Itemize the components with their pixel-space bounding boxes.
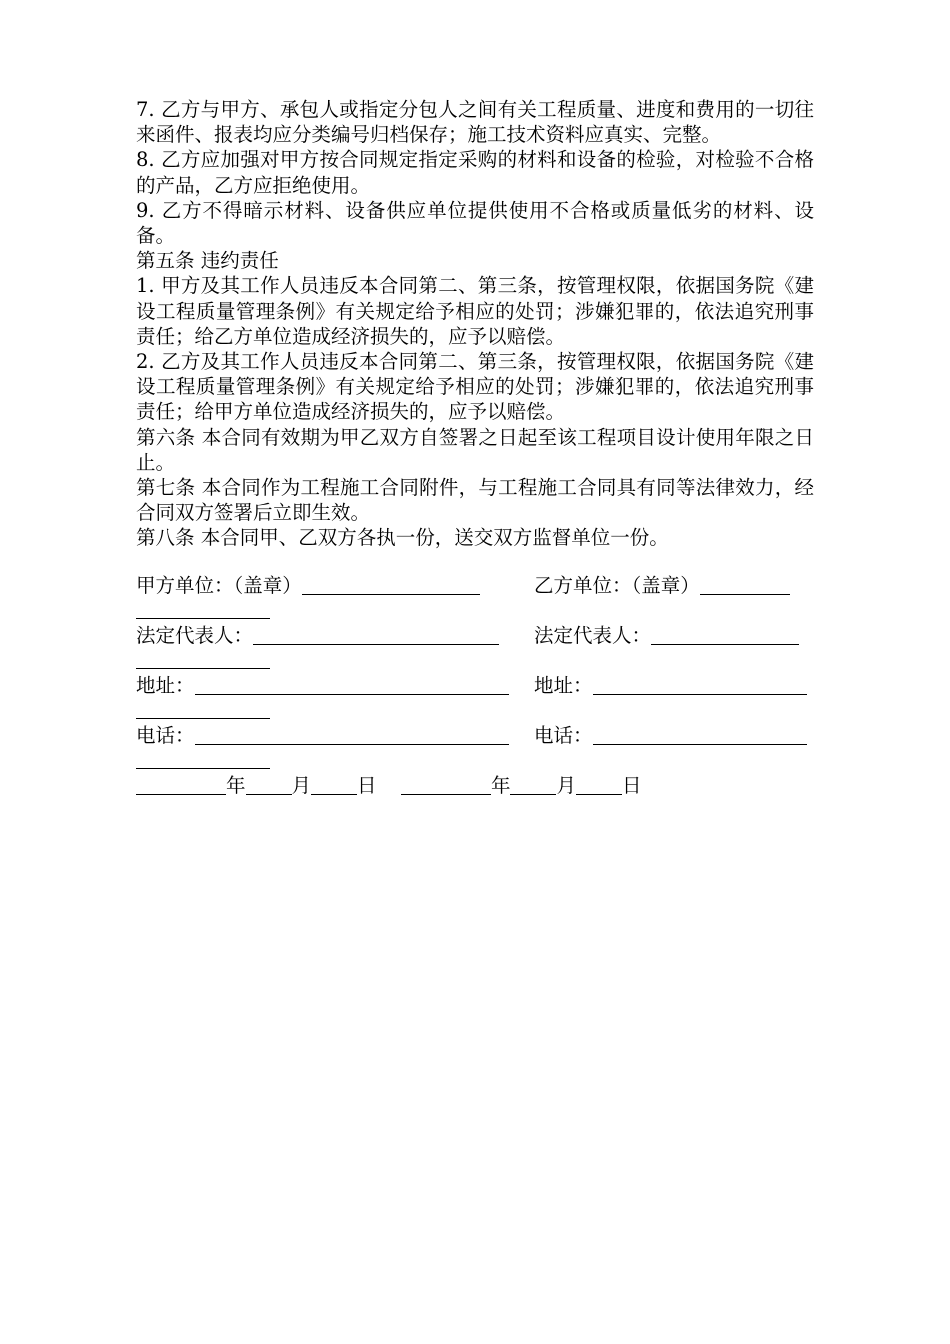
phone-continuation-line bbox=[136, 768, 270, 769]
article-8: 第八条 本合同甲、乙双方各执一份，送交双方监督单位一份。 bbox=[136, 526, 669, 550]
date-b-month-label: 月 bbox=[556, 774, 576, 797]
date-a-year-label: 年 bbox=[226, 774, 246, 797]
phone-b-label: 电话： bbox=[534, 724, 593, 747]
phone-a-label: 电话： bbox=[136, 724, 195, 747]
phone-a-field bbox=[136, 723, 509, 748]
party-b-unit-line bbox=[700, 575, 790, 595]
party-b-unit-label: 乙方单位：（盖章） bbox=[534, 574, 700, 597]
date-a-month-blank bbox=[246, 775, 292, 795]
article-7: 第七条 本合同作为工程施工合同附件，与工程施工合同具有同等法律效力，经合同双方签署后立即生效。 bbox=[136, 476, 814, 525]
phone-b-line bbox=[593, 725, 807, 745]
party-a-unit-continuation-line bbox=[136, 618, 270, 619]
address-b-line bbox=[593, 675, 807, 695]
phone-b-field bbox=[534, 723, 807, 748]
legal-rep-a-field bbox=[136, 623, 499, 648]
signature-date-row bbox=[136, 773, 642, 798]
party-a-unit-label: 甲方单位：（盖章） bbox=[136, 574, 302, 597]
legal-rep-b-field bbox=[534, 623, 799, 648]
legal-rep-continuation-line bbox=[136, 668, 270, 669]
date-b-month-blank bbox=[510, 775, 556, 795]
party-a-unit-line bbox=[302, 575, 480, 595]
phone-a-line bbox=[195, 725, 509, 745]
date-b-year-blank bbox=[401, 775, 491, 795]
address-a-label: 地址： bbox=[136, 674, 195, 697]
address-a-field bbox=[136, 673, 509, 698]
legal-rep-a-line bbox=[253, 625, 499, 645]
contract-body bbox=[136, 97, 814, 551]
article-5-item-2: 2. 乙方及其工作人员违反本合同第二、第三条，按管理权限，依据国务院《建设工程质量管理条例》有关规定给予相应的处罚；涉嫌犯罪的，依法追究刑事责任；给甲方单位造成经济损失的，应予以赔偿。 bbox=[136, 350, 814, 424]
date-b-day-label: 日 bbox=[621, 774, 642, 797]
address-a-line bbox=[195, 675, 509, 695]
date-a-year-blank bbox=[136, 775, 226, 795]
address-b-label: 地址： bbox=[534, 674, 593, 697]
article-6: 第六条 本合同有效期为甲乙双方自签署之日起至该工程项目设计使用年限之日止。 bbox=[136, 425, 814, 474]
clause-8: 8. 乙方应加强对甲方按合同规定指定采购的材料和设备的检验，对检验不合格的产品，乙方应拒绝使用。 bbox=[136, 148, 814, 197]
party-a-unit-field bbox=[136, 573, 480, 598]
date-a-day-blank bbox=[311, 775, 357, 795]
date-a-day-label: 日 bbox=[357, 774, 377, 797]
party-b-unit-field bbox=[534, 573, 790, 598]
article-5-item-1: 1. 甲方及其工作人员违反本合同第二、第三条，按管理权限，依据国务院《建设工程质量管理条例》有关规定给予相应的处罚；涉嫌犯罪的，依法追究刑事责任；给乙方单位造成经济损失的，应予以赔偿。 bbox=[136, 274, 814, 348]
date-a-month-label: 月 bbox=[291, 774, 312, 797]
article-5-heading: 第五条 违约责任 bbox=[136, 249, 279, 273]
date-b-day-blank bbox=[576, 775, 622, 795]
date-b-year-label: 年 bbox=[490, 774, 511, 797]
legal-rep-b-line bbox=[651, 625, 799, 645]
legal-rep-a-label: 法定代表人： bbox=[136, 624, 254, 647]
clause-7: 7. 乙方与甲方、承包人或指定分包人之间有关工程质量、进度和费用的一切往来函件、报表均应分类编号归档保存；施工技术资料应真实、完整。 bbox=[136, 98, 814, 147]
address-b-field bbox=[534, 673, 807, 698]
legal-rep-b-label: 法定代表人： bbox=[534, 624, 652, 647]
clause-9: 9. 乙方不得暗示材料、设备供应单位提供使用不合格或质量低劣的材料、设备。 bbox=[136, 198, 814, 248]
address-continuation-line bbox=[136, 718, 270, 719]
